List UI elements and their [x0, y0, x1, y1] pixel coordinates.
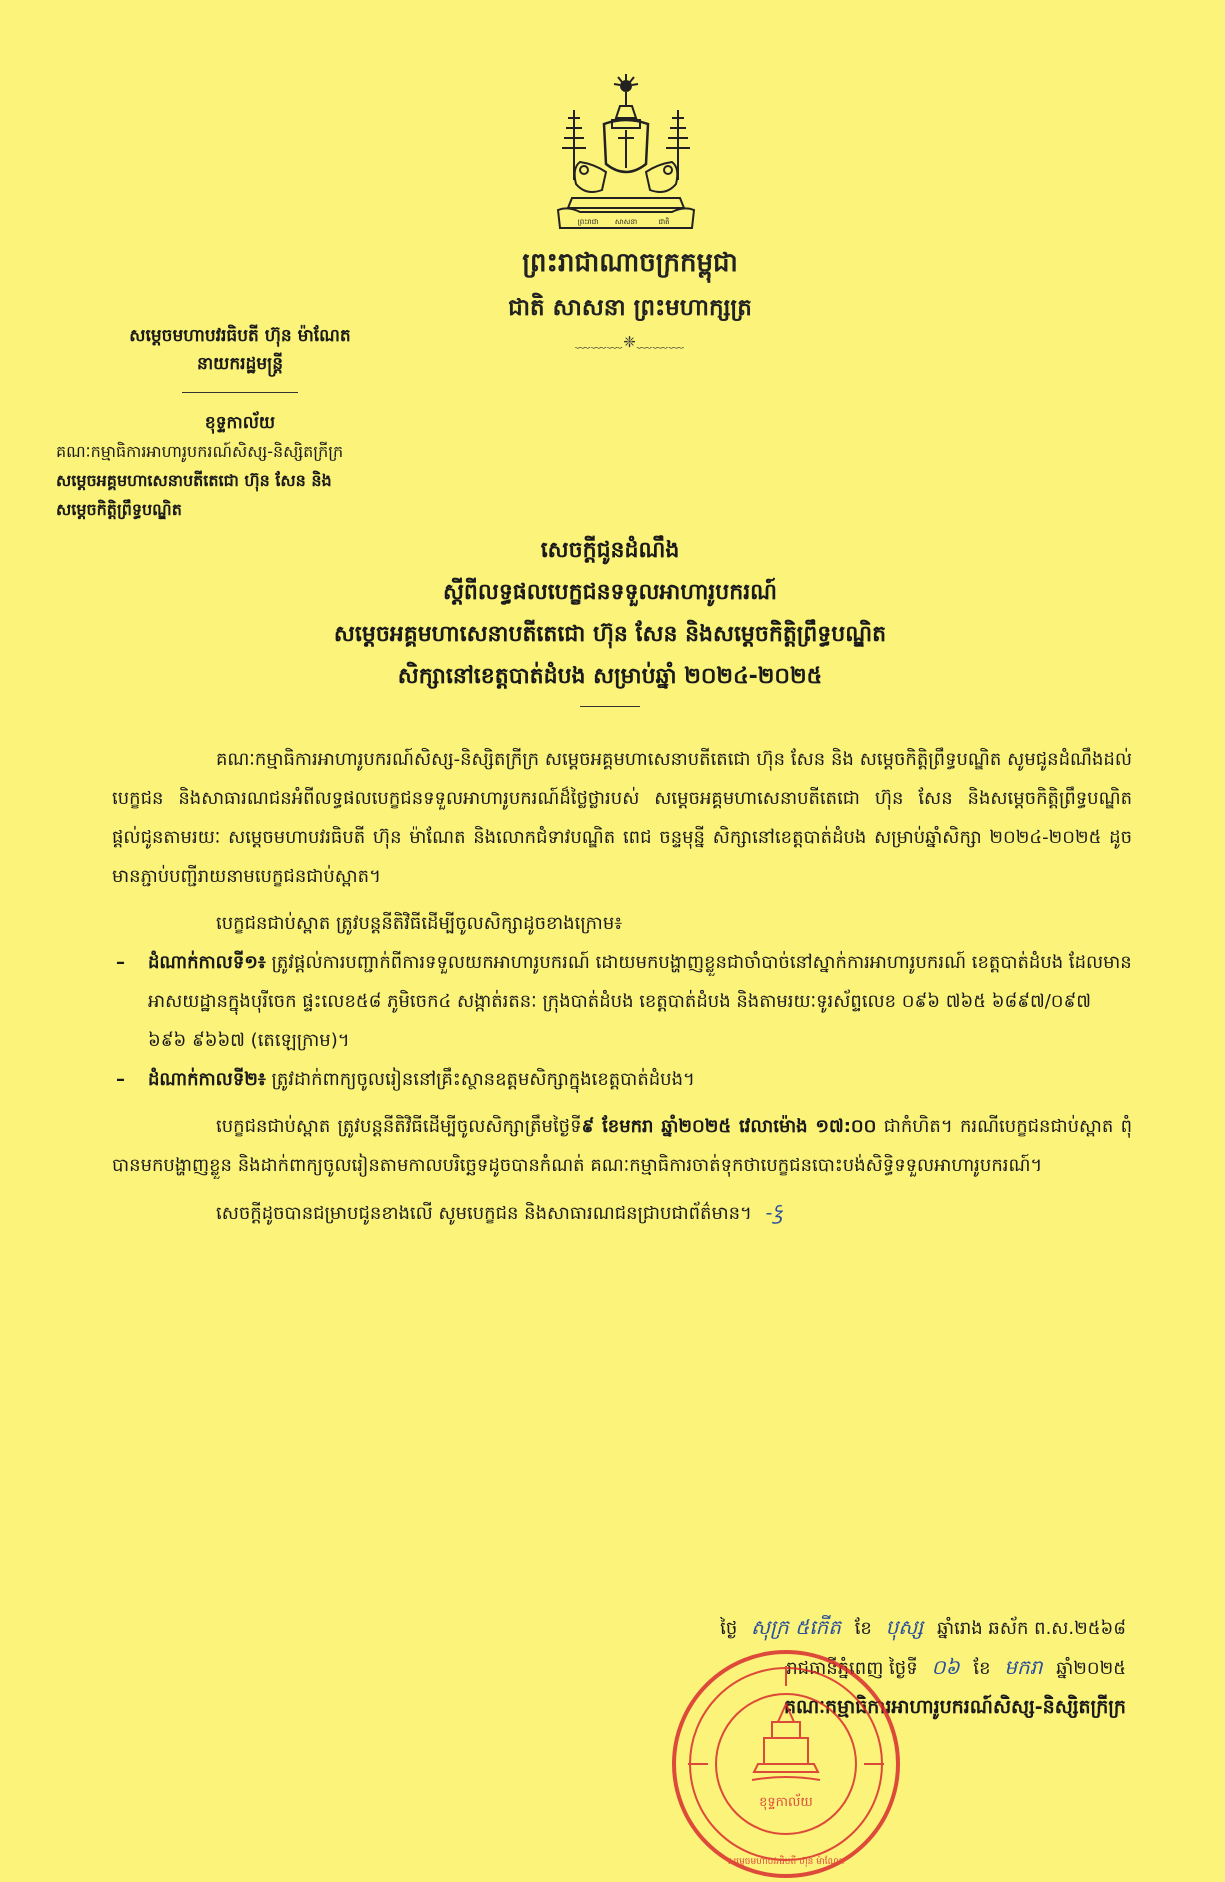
title-line-4: សិក្សានៅខេត្តបាត់ដំបង សម្រាប់ឆ្នាំ ២០២៤-២០២៥ — [397, 664, 823, 689]
deadline-intro: បេក្ខជនជាប់ស្ពាត ត្រូវបន្តនីតិវិធីដើម្បីចូលសិក្សាត្រឹមថ្ងៃទី — [216, 1116, 582, 1137]
place-month-handwritten: មករា — [1004, 1655, 1043, 1679]
place-year: ឆ្នាំ២០២៥ — [1056, 1658, 1126, 1679]
handwritten-mark: -ꝣ — [765, 1200, 783, 1224]
emblem-scroll-mid: សាសនា — [614, 218, 638, 226]
emblem-scroll-right: ជាតិ — [658, 218, 670, 226]
lunar-month-prefix: ខែ — [854, 1618, 872, 1639]
red-official-seal-icon — [668, 1646, 904, 1882]
kingdom-header — [440, 246, 820, 352]
notice-title — [180, 530, 1040, 707]
place-day-handwritten: ០៦ — [931, 1655, 960, 1679]
office-line-samdech-kittipritbandit: សម្តេចកិត្តិព្រឹទ្ធបណ្ឌិត — [56, 500, 182, 519]
title-divider — [580, 706, 640, 707]
body-paragraph-1: គណៈកម្មាធិការអាហារូបករណ៍សិស្ស-និស្សិតក្រីក្រ សម្តេចអគ្គមហាសេនាបតីតេជោ ហ៊ុន សែន និង សម្តេចកិត្តិព្រឹទ្ធបណ្ឌិត សូមជូនដំណឹងដល់បេក្ខជន និងសាធារណជនអំពីលទ្ធផលបេក្ខជនទទួលអាហារូបករណ៍ដ៏ថ្លៃថ្លារបស់ សម្តេចអគ្គមហាសេនាបតីតេជោ ហ៊ុន សែន និងសម្តេចកិត្តិព្រឹទ្ធបណ្ឌិត ផ្តល់ជូនតាមរយៈ សម្តេចមហាបវរធិបតី ហ៊ុន ម៉ាណែត និងលោកជំទាវបណ្ឌិត ពេជ ចន្ទមុន្នី សិក្សានៅខេត្តបាត់ដំបង សម្រាប់ឆ្នាំសិក្សា ២០២៤-២០២៥ ដូចមានភ្ជាប់បញ្ជីរាយនាមបេក្ខជនជាប់ស្ពាត។ — [112, 749, 1132, 887]
issuing-office-block — [20, 322, 460, 524]
lunar-day-handwritten: សុក្រ ៥កើត — [751, 1615, 841, 1639]
title-line-3: សម្តេចអគ្គមហាសេនាបតីតេជោ ហ៊ុន សែន និងសម្តេចកិត្តិព្រឹទ្ធបណ្ឌិត — [333, 622, 887, 647]
office-line-cabinet: ខុទ្ទកាល័យ — [204, 413, 276, 433]
stage-1-text: ត្រូវផ្តល់ការបញ្ជាក់ពីការទទួលយកអាហារូបករណ៍ ដោយមកបង្ហាញខ្លួនជាចាំបាច់នៅស្នាក់ការអាហារូបករណ៍ ខេត្តបាត់ដំបង ដែលមានអាសយដ្ឋានក្នុងបុរីចេក ផ្ទះលេខ៥៨ ភូមិចេក៤ សង្កាត់រតនៈ ក្រុងបាត់ដំបង ខេត្តបាត់ដំបង និងតាមរយៈទូរស័ព្ទលេខ ០៩៦ ៧៦៥ ៦៨៩៧/០៩៧ ៦៩៦ ៩៦៦៧ (តេឡេក្រាម)។ — [148, 952, 1132, 1051]
stage-1-label: ដំណាក់កាលទី១៖ — [148, 952, 266, 973]
body-paragraph-2: បេក្ខជនជាប់ស្ពាត ត្រូវបន្តនីតិវិធីដើម្បីចូលសិក្សាដូចខាងក្រោម៖ — [216, 913, 623, 934]
lunar-date-line — [486, 1608, 1126, 1648]
national-motto: ជាតិ សាសនា ព្រះមហាក្សត្រ — [508, 295, 752, 321]
body-paragraph-4 — [112, 1193, 1132, 1233]
closing-sentence: សេចក្តីដូចបានជម្រាបជូនខាងលើ សូមបេក្ខជន និងសាធារណជនជ្រាបជាព័ត៌មាន។ — [216, 1203, 752, 1224]
office-line-pm-name: សម្តេចមហាបវរធិបតី ហ៊ុន ម៉ាណែត — [129, 326, 351, 346]
seal-center-text: ខុទ្ទកាល័យ — [759, 1795, 813, 1810]
office-line-committee: គណៈកម្មាធិការអាហារូបករណ៍សិស្ស-និស្សិតក្រីក្រ — [56, 442, 344, 461]
list-item-stage-2 — [112, 1060, 1132, 1099]
body-paragraph-3 — [112, 1107, 1132, 1185]
seal-ring-text: សម្តេចមហាបវរធិបតី ហ៊ុន ម៉ាណែត — [727, 1857, 845, 1867]
list-item-stage-1 — [112, 943, 1132, 1060]
lunar-day-prefix: ថ្ងៃ — [720, 1618, 738, 1639]
office-line-samdech-techo: សម្តេចអគ្គមហាសេនាបតីតេជោ ហ៊ុន សែន និង — [56, 471, 332, 490]
place-month-prefix: ខែ — [973, 1658, 991, 1679]
office-committee-lines — [56, 437, 460, 524]
place-prefix: រាជធានីភ្នំពេញ ថ្ងៃទី — [786, 1658, 918, 1679]
divider — [182, 392, 298, 393]
signing-organization: គណៈកម្មាធិការអាហារូបករណ៍សិស្ស-និស្សិតក្រីក្រ — [783, 1696, 1126, 1718]
stage-2-text: ត្រូវដាក់ពាក្យចូលរៀននៅគ្រឹះស្ថានឧត្តមសិក្សាក្នុងខេត្តបាត់ដំបង។ — [271, 1069, 695, 1090]
lunar-year: ឆ្នាំរោង ឆស័ក ព.ស.២៥៦៨ — [937, 1618, 1126, 1639]
title-line-1: សេចក្តីជូនដំណឹង — [540, 538, 680, 563]
kingdom-name: ព្រះរាជាណាចក្រកម្ពុជា — [522, 248, 738, 278]
emblem-scroll-left: ព្រះរាជា — [577, 218, 599, 226]
lunar-month-handwritten: បុស្ស — [885, 1615, 924, 1639]
header-ornament: ﹏﹏﹏❈﹏﹏﹏ — [575, 333, 685, 351]
office-line-pm-title: នាយករដ្ឋមន្ត្រី — [197, 354, 283, 374]
notice-body — [112, 740, 1132, 1233]
title-line-2: ស្តីពីលទ្ធផលបេក្ខជនទទួលអាហារូបករណ៍ — [442, 580, 778, 605]
deadline-date: ៩ ខែមករា ឆ្នាំ២០២៥ វេលាម៉ោង ១៧:០០ — [581, 1116, 877, 1137]
deadline-rule: ជាកំហិត។ ករណីបេក្ខជនជាប់ស្ពាត ពុំបានមកបង្ហាញខ្លួន និងដាក់ពាក្យចូលរៀនតាមកាលបរិច្ឆេទដូចបានកំណត់ គណៈកម្មាធិការចាត់ទុកថាបេក្ខជនបោះបង់សិទ្ធិទទួលអាហារូបករណ៍។ — [112, 1116, 1133, 1176]
bullet-dash: – — [116, 952, 125, 973]
stage-2-label: ដំណាក់កាលទី២៖ — [148, 1069, 266, 1090]
bullet-dash: – — [116, 1069, 125, 1090]
royal-coat-of-arms-icon — [532, 72, 720, 232]
